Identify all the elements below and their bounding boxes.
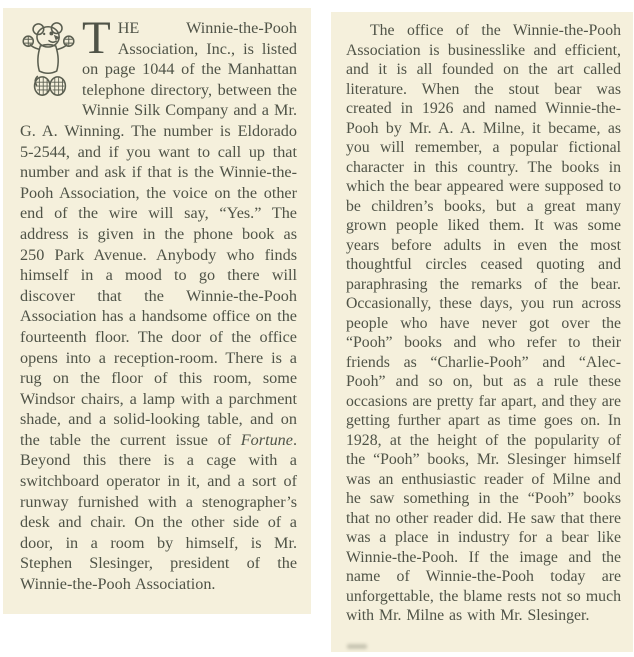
drop-cap: T xyxy=(82,12,111,64)
article-paragraph-right: The office of the Winnie-the-Pooh Association is businesslike and efficient, and it is all founded on the art called literature. When the stout bear was created in 1926 and named Winnie-the-Pooh by Mr. A. A. Milne, it became, as you will remember, a popular fictional character in this country. The books in which the bear appeared were supposed to be children’s books, but a great many grown people liked them. It was some years before adults in even the most thoughtful circles ceased quoting and paraphrasing the remarks of the bear. Occasionally, these days, you run across people who have never got over the “Pooh” books and who refer to their friends as “Charlie-Pooh” and “Alec-Pooh” and so on, but as a rule these occasions are pretty far apart, and they are getting further apart as time goes on. In 1928, at the height of the popularity of the “Pooh” books, Mr. Slesinger himself was an enthusiastic reader of Milne and he saw something in the “Pooh” books that no other reader did. He saw that there was a place in industry for a bear like Winnie-the-Pooh. If the image and the name of Winnie-the-Pooh today are unforgettable, the blame rests not so much with Mr. Milne as with Mr. Slesinger. xyxy=(346,22,621,624)
teddy-bear-icon xyxy=(22,20,76,100)
left-text-after-italic: . Beyond this there is a cage with a switchboard operator in it, and a sort of runway furnished with a stenographer’s desk and chair. On the other side of a door, in a room by himself, is Mr. Stephen Slesinger, president of the Winnie-the-Pooh Association. xyxy=(20,430,297,594)
article-paragraph-left xyxy=(20,12,297,595)
left-text-before-italic: HE Winnie-the-Pooh Association, Inc., is listed on page 1044 of the Manhattan telephone directory, between the Winnie Silk Company and a Mr. G. A. Winning. The number is Eldorado 5-2544, and if you want to call up that number and ask if that is the Winnie-the-Pooh Association, the voice on the other end of the wire will say, “Yes.” The address is given in the phone book as 250 Park Avenue. Anybody who finds himself in a mood to go there will discover that the Winnie-the-Pooh Association has a handsome office on the fourteenth floor. The door of the office opens into a reception-room. There is a rug on the floor of this room, some Windsor chairs, a lamp with a parchment shade, and a solid-looking table, and on the table the current issue of xyxy=(20,19,297,449)
right-column xyxy=(331,12,633,652)
cut-off-line-fragment xyxy=(347,644,367,649)
fortune-italic-word: Fortune xyxy=(240,430,293,449)
left-column xyxy=(3,8,311,614)
